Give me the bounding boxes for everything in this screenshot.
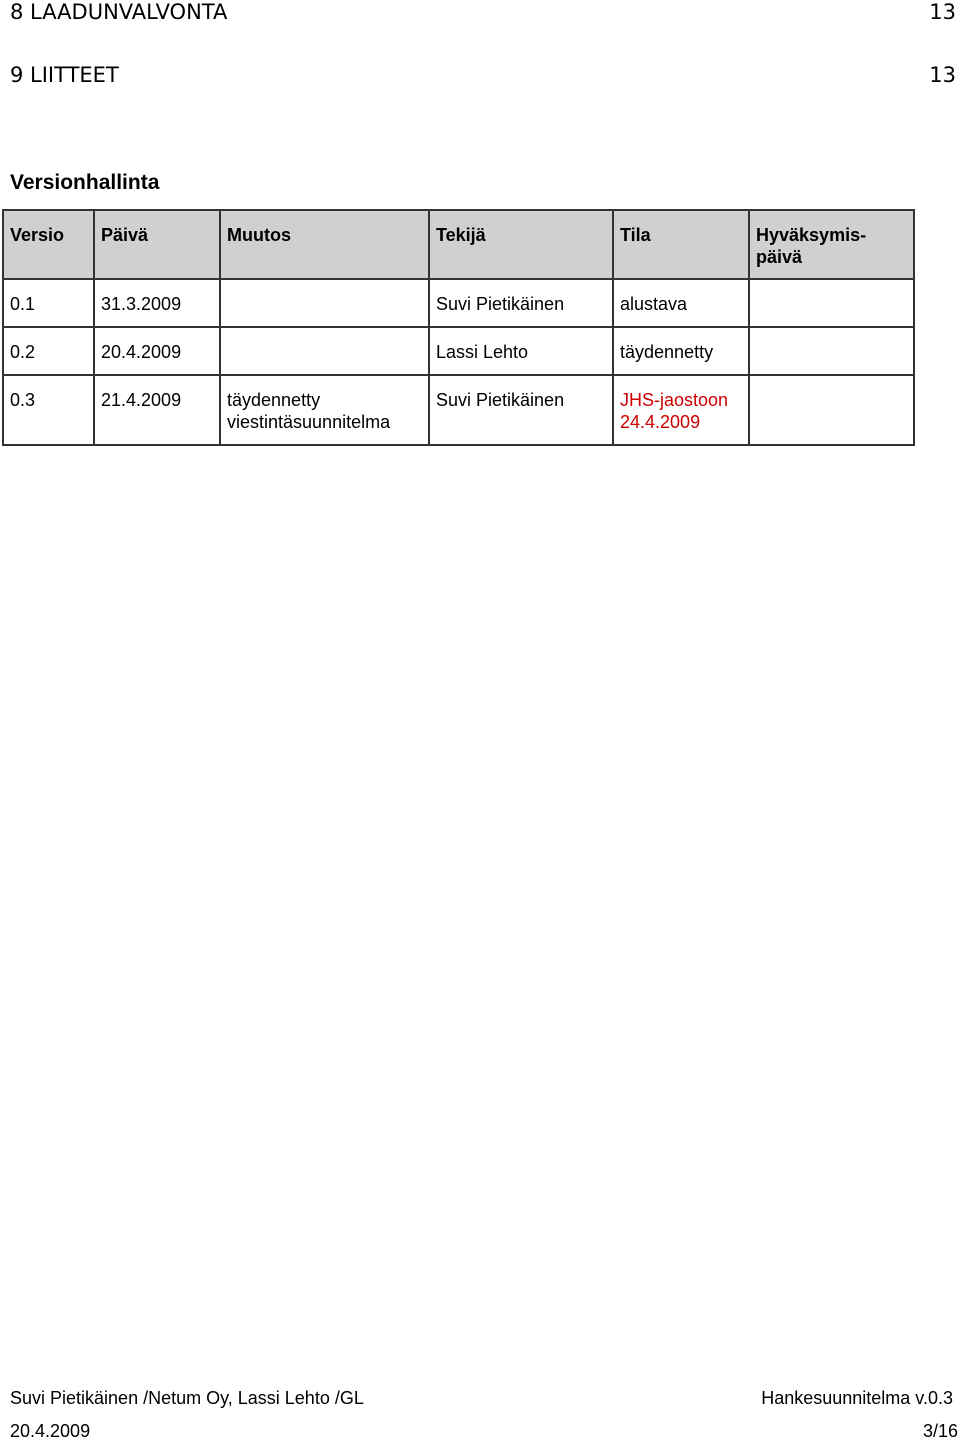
toc-entry-label: 8 LAADUNVALVONTA bbox=[10, 0, 228, 24]
toc-entry bbox=[10, 0, 956, 24]
cell-tekija: Lassi Lehto bbox=[429, 327, 613, 375]
toc-entry-page: 13 bbox=[929, 63, 956, 87]
section-title: Versionhallinta bbox=[10, 171, 160, 194]
cell-paiva: 31.3.2009 bbox=[94, 279, 220, 327]
cell-tila: täydennetty bbox=[613, 327, 749, 375]
column-header-paiva: Päivä bbox=[94, 210, 220, 279]
column-header-versio: Versio bbox=[3, 210, 94, 279]
cell-tekija: Suvi Pietikäinen bbox=[429, 279, 613, 327]
column-header-muutos: Muutos bbox=[220, 210, 429, 279]
cell-paiva: 21.4.2009 bbox=[94, 375, 220, 445]
table-row bbox=[3, 375, 914, 445]
table-row bbox=[3, 327, 914, 375]
cell-versio: 0.2 bbox=[3, 327, 94, 375]
cell-tila: JHS-jaostoon 24.4.2009 bbox=[613, 375, 749, 445]
toc-entry-page: 13 bbox=[929, 0, 956, 24]
table-row bbox=[3, 279, 914, 327]
cell-hyvaksymispaiva bbox=[749, 327, 914, 375]
cell-tila: alustava bbox=[613, 279, 749, 327]
cell-paiva: 20.4.2009 bbox=[94, 327, 220, 375]
footer-top-line bbox=[10, 1387, 953, 1409]
footer-bottom-line bbox=[10, 1420, 958, 1442]
page-number: 3/16 bbox=[922, 1421, 958, 1441]
cell-hyvaksymispaiva bbox=[749, 279, 914, 327]
cell-tekija: Suvi Pietikäinen bbox=[429, 375, 613, 445]
cell-muutos bbox=[220, 327, 429, 375]
toc-entry-label: 9 LIITTEET bbox=[10, 63, 119, 87]
footer-document-name: Hankesuunnitelma v.0.3 bbox=[761, 1388, 953, 1408]
column-header-tila: Tila bbox=[613, 210, 749, 279]
version-table bbox=[2, 209, 915, 446]
column-header-tekija: Tekijä bbox=[429, 210, 613, 279]
column-header-hyvaksymispaiva: Hyväksymis-päivä bbox=[749, 210, 914, 279]
cell-versio: 0.3 bbox=[3, 375, 94, 445]
cell-versio: 0.1 bbox=[3, 279, 94, 327]
cell-hyvaksymispaiva bbox=[749, 375, 914, 445]
footer-authors: Suvi Pietikäinen /Netum Oy, Lassi Lehto /GL bbox=[10, 1388, 364, 1408]
footer-date: 20.4.2009 bbox=[10, 1421, 91, 1441]
toc-entry bbox=[10, 63, 956, 87]
cell-muutos: täydennetty viestintäsuunnitelma bbox=[220, 375, 429, 445]
cell-muutos bbox=[220, 279, 429, 327]
table-header-row bbox=[3, 210, 914, 279]
